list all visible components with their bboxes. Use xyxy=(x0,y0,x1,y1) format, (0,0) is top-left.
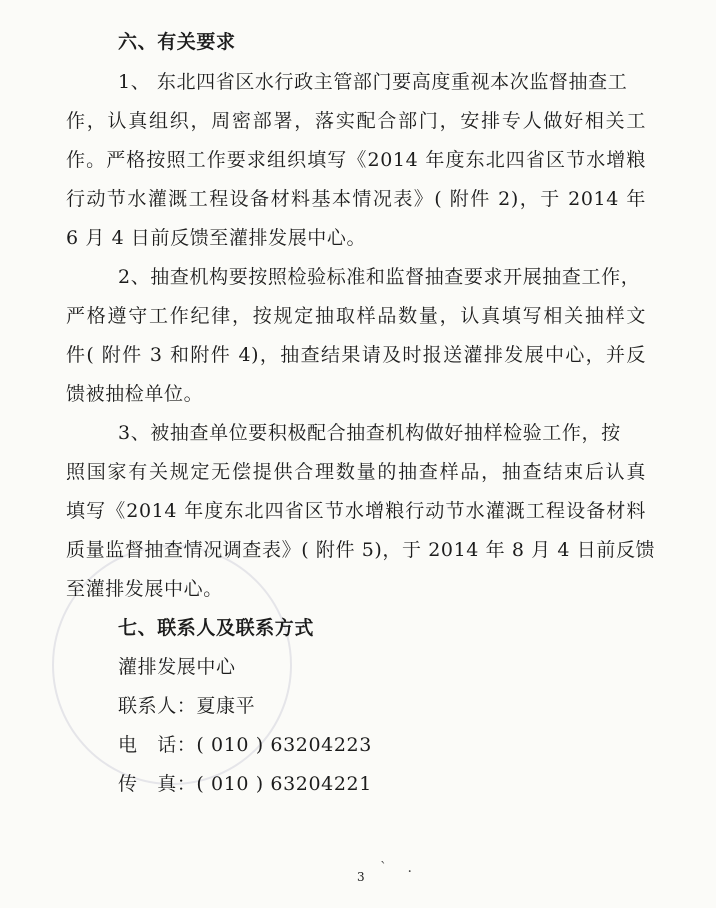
item1-line5: 6 月 4 日前反馈至灌排发展中心。 xyxy=(66,227,367,249)
page-number: 3 xyxy=(357,870,365,884)
item1-line3: 作。严格按照工作要求组织填写《2014 年度东北四省区节水增粮 xyxy=(66,149,646,171)
item2-line4: 馈被抽检单位。 xyxy=(66,383,204,405)
contact-phone: 电 话：( 010 ) 63204223 xyxy=(118,734,372,756)
item1-line1: 1、 东北四省区水行政主管部门要高度重视本次监督抽查工 xyxy=(118,71,628,93)
item2-line2: 严格遵守工作纪律，按规定抽取样品数量，认真填写相关抽样文 xyxy=(66,305,646,327)
item3-line3: 填写《2014 年度东北四省区节水增粮行动节水灌溉工程设备材料 xyxy=(66,500,646,522)
item3-line5: 至灌排发展中心。 xyxy=(66,578,223,600)
footer-marks: ` . xyxy=(380,860,420,876)
item2-line1: 2、抽查机构要按照检验标准和监督抽查要求开展抽查工作， xyxy=(118,266,641,288)
section-heading-requirements: 六、有关要求 xyxy=(118,31,236,53)
item1-line2: 作，认真组织，周密部署，落实配合部门，安排专人做好相关工 xyxy=(66,110,646,132)
item3-line1: 3、被抽查单位要积极配合抽查机构做好抽样检验工作，按 xyxy=(118,422,621,444)
contact-person: 联系人：夏康平 xyxy=(118,695,256,717)
item1-line4: 行动节水灌溉工程设备材料基本情况表》( 附件 2)，于 2014 年 xyxy=(66,188,646,210)
item3-line4: 质量监督抽查情况调查表》( 附件 5)，于 2014 年 8 月 4 日前反馈 xyxy=(66,539,656,561)
item2-line3: 件( 附件 3 和附件 4)，抽查结果请及时报送灌排发展中心，并反 xyxy=(66,344,646,366)
section-heading-contacts: 七、联系人及联系方式 xyxy=(118,617,315,639)
contact-organization: 灌排发展中心 xyxy=(118,656,236,678)
item3-line2: 照国家有关规定无偿提供合理数量的抽查样品，抽查结束后认真 xyxy=(66,461,646,483)
contact-fax: 传 真：( 010 ) 63204221 xyxy=(118,773,372,795)
